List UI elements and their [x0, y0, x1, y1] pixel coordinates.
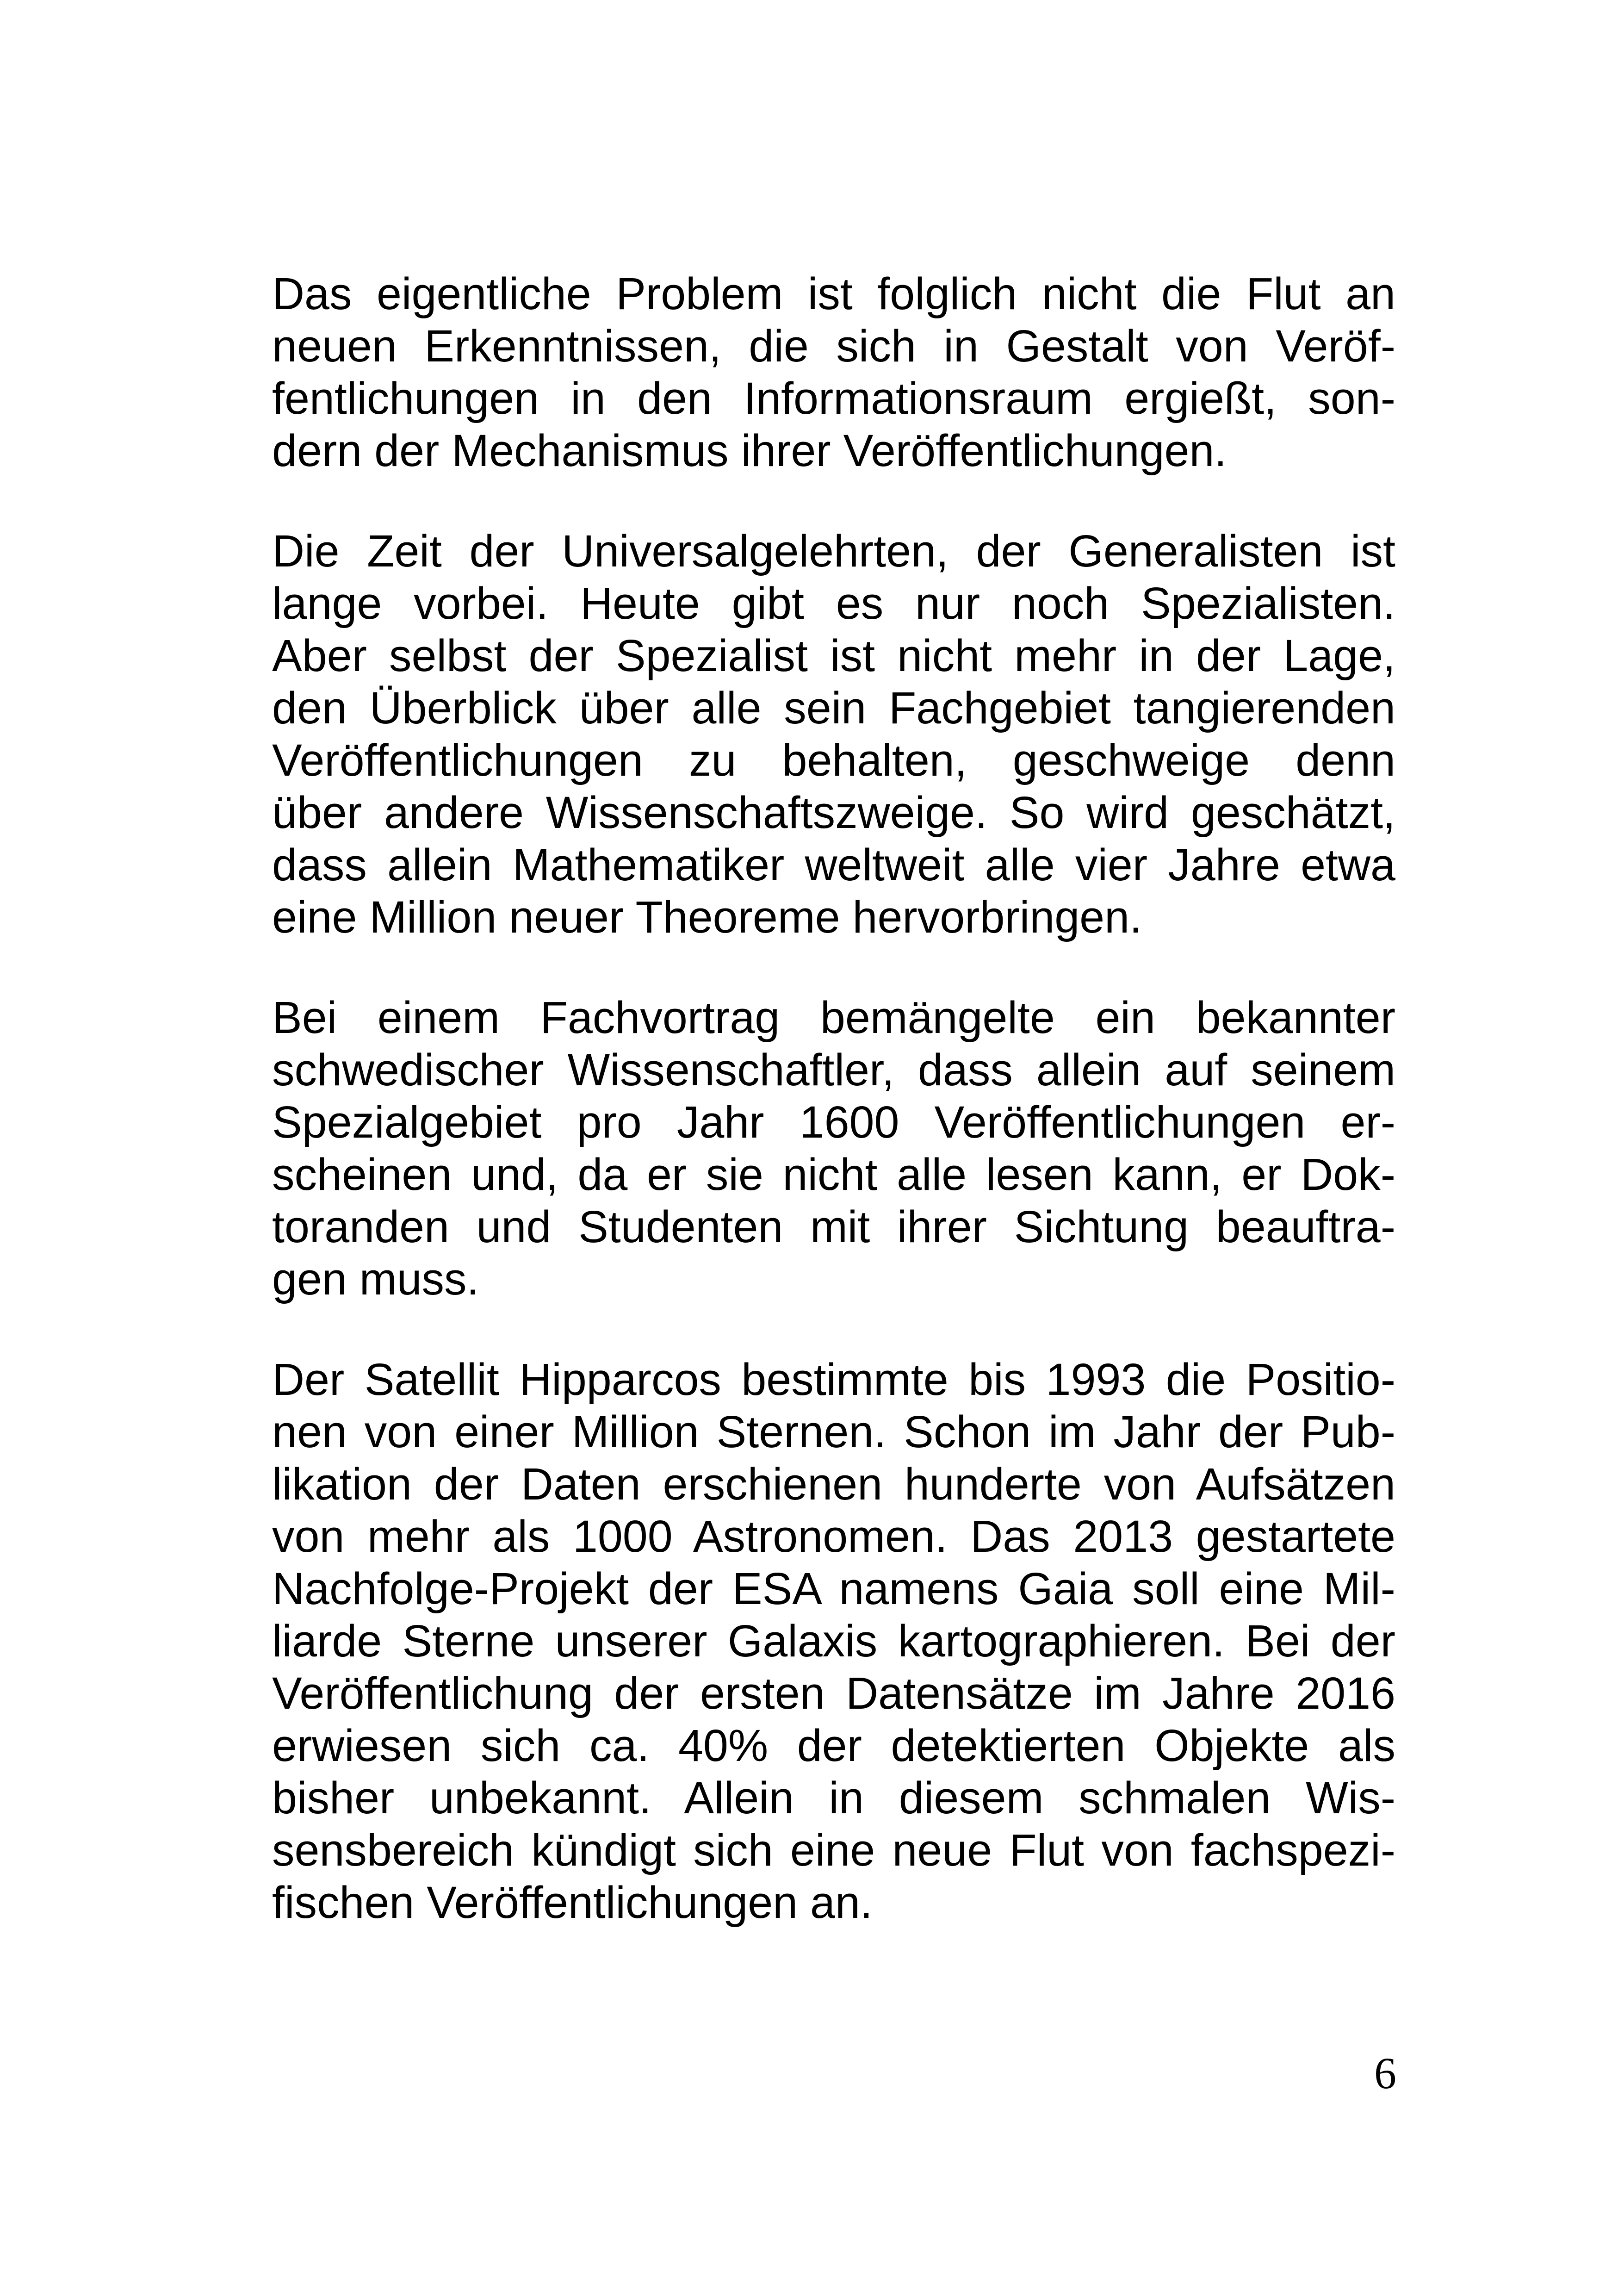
text-line: neuen Erkenntnissen, die sich in Gestalt von Veröf-: [272, 321, 1395, 371]
paragraph-swedish-scientist: [272, 991, 1395, 1305]
text-line: dern der Mechanismus ihrer Veröffentlichungen.: [272, 425, 1227, 476]
page-number: 6: [1374, 2048, 1396, 2098]
text-line: likation der Daten erschienen hunderte von Aufsätzen: [272, 1459, 1395, 1509]
text-line: dass allein Mathematiker weltweit alle vier Jahre etwa: [272, 840, 1395, 890]
text-line: toranden und Studenten mit ihrer Sichtung beauftra-: [272, 1201, 1395, 1252]
text-line: Nachfolge-Projekt der ESA namens Gaia soll eine Mil-: [272, 1563, 1395, 1614]
paragraph-information-flood: [272, 268, 1395, 477]
text-line: erwiesen sich ca. 40% der detektierten Objekte als: [272, 1720, 1395, 1771]
text-line: Veröffentlichungen zu behalten, geschweige denn: [272, 735, 1395, 785]
text-line: fischen Veröffentlichungen an.: [272, 1877, 873, 1928]
text-line: bisher unbekannt. Allein in diesem schmalen Wis-: [272, 1773, 1395, 1823]
text-line: fentlichungen in den Informationsraum ergießt, son-: [272, 373, 1395, 423]
text-line: schwedischer Wissenschaftler, dass allein auf seinem: [272, 1045, 1395, 1095]
paragraph-specialists: [272, 525, 1395, 943]
text-line: Spezialgebiet pro Jahr 1600 Veröffentlichungen er-: [272, 1097, 1395, 1147]
text-line: nen von einer Million Sternen. Schon im Jahr der Pub-: [272, 1406, 1395, 1457]
text-line: Bei einem Fachvortrag bemängelte ein bekannter: [272, 992, 1395, 1043]
text-line: über andere Wissenschaftszweige. So wird geschätzt,: [272, 787, 1395, 838]
text-line: Der Satellit Hipparcos bestimmte bis 1993 die Positio-: [272, 1354, 1395, 1405]
text-line: Die Zeit der Universalgelehrten, der Generalisten ist: [272, 526, 1395, 576]
text-line: den Überblick über alle sein Fachgebiet tangierenden: [272, 683, 1395, 733]
text-line: lange vorbei. Heute gibt es nur noch Spezialisten.: [272, 578, 1395, 628]
text-line: scheinen und, da er sie nicht alle lesen kann, er Dok-: [272, 1149, 1395, 1200]
page-body: [272, 268, 1395, 1977]
text-line: sensbereich kündigt sich eine neue Flut von fachspezi-: [272, 1825, 1395, 1875]
paragraph-hipparcos-gaia: [272, 1353, 1395, 1929]
text-line: liarde Sterne unserer Galaxis kartographieren. Bei der: [272, 1616, 1395, 1666]
text-line: von mehr als 1000 Astronomen. Das 2013 gestartete: [272, 1511, 1395, 1562]
text-line: Veröffentlichung der ersten Datensätze im Jahre 2016: [272, 1668, 1395, 1718]
text-line: eine Million neuer Theoreme hervorbringen.: [272, 892, 1142, 942]
text-line: Das eigentliche Problem ist folglich nicht die Flut an: [272, 268, 1395, 319]
text-line: Aber selbst der Spezialist ist nicht mehr in der Lage,: [272, 630, 1395, 681]
text-line: gen muss.: [272, 1254, 479, 1304]
